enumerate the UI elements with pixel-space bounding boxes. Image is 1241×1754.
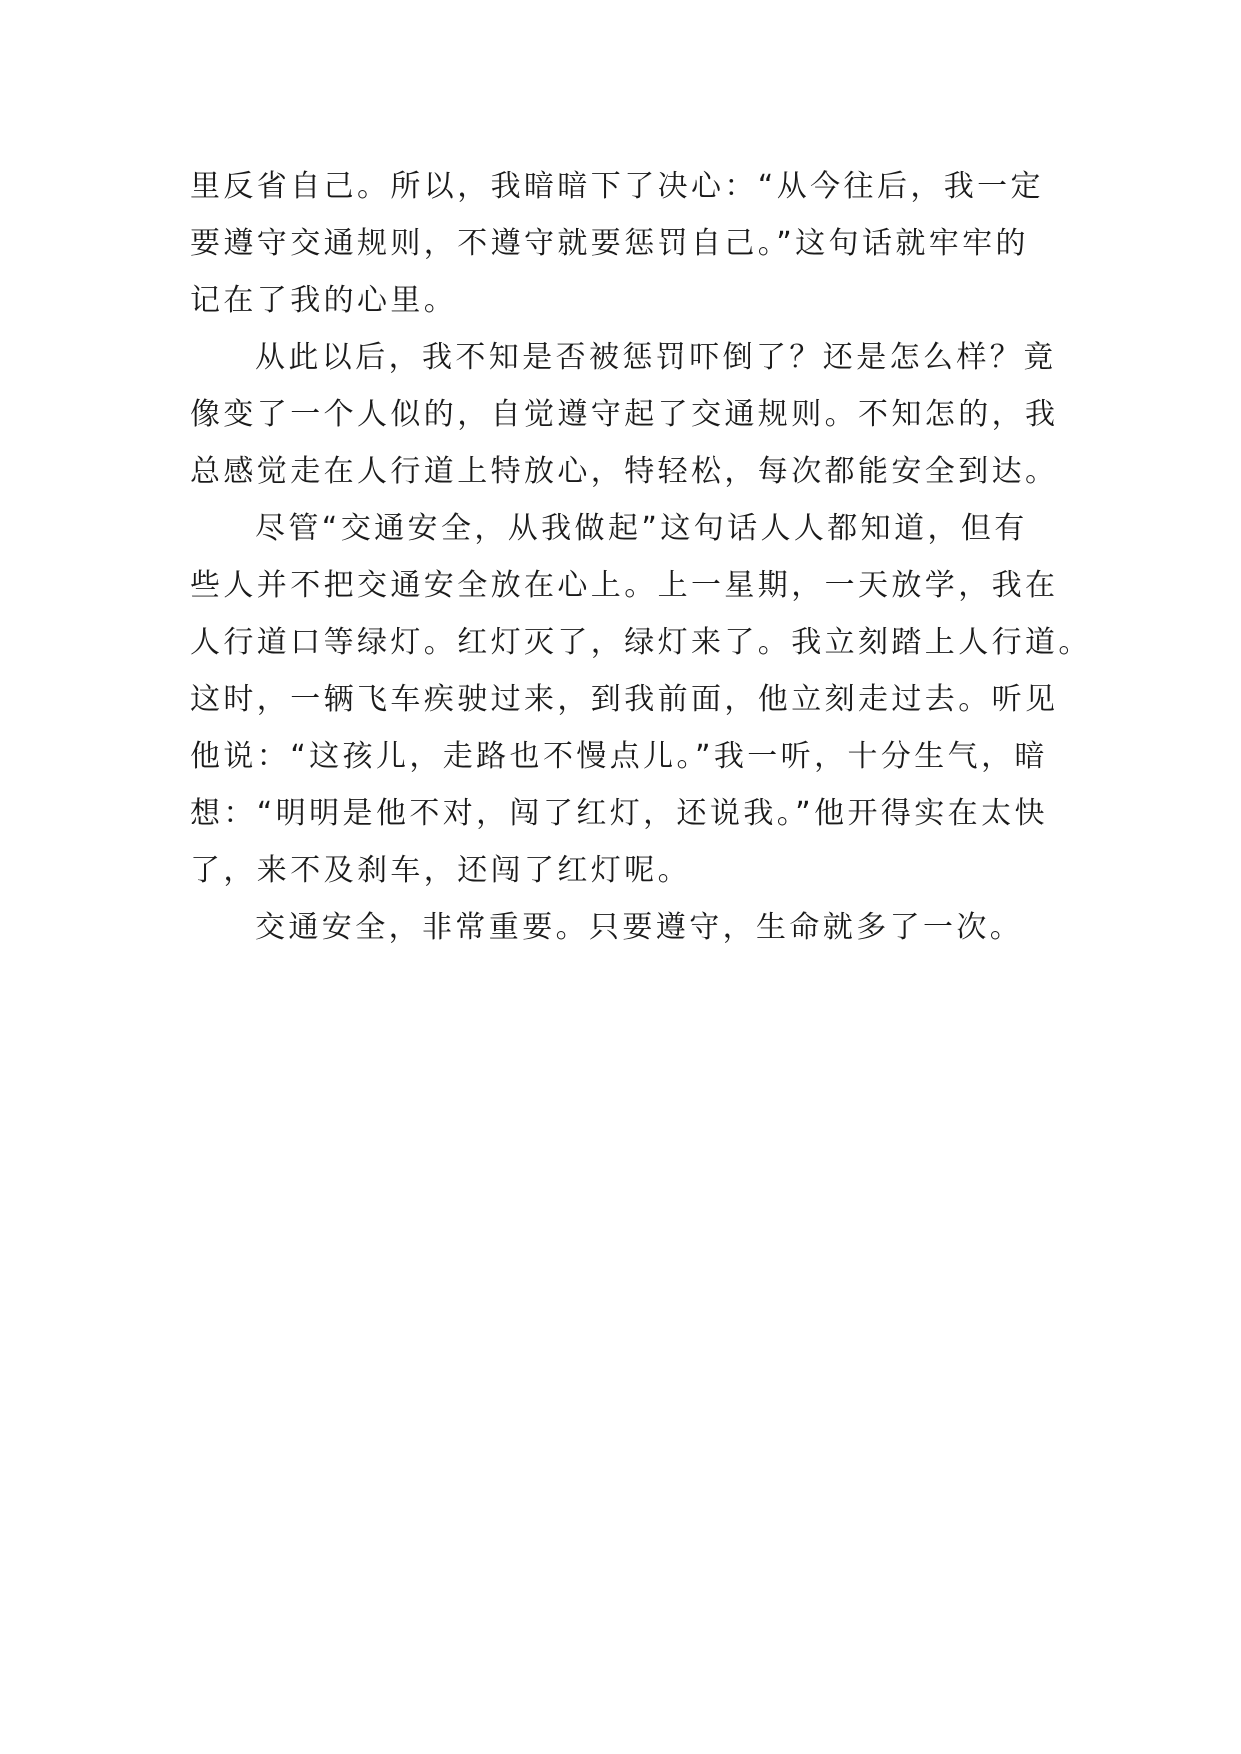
- paragraph-3-line-4: 这时，一辆飞车疾驶过来，到我前面，他立刻走过去。听见: [190, 682, 1059, 717]
- paragraph-2-line-2: 像变了一个人似的，自觉遵守起了交通规则。不知怎的，我: [190, 397, 1059, 432]
- paragraph-3-line-1: 尽管“交通安全，从我做起”这句话人人都知道，但有: [255, 511, 1028, 546]
- paragraph-1-line-1: 里反省自己。所以，我暗暗下了决心：“从今往后，我一定: [190, 169, 1044, 204]
- paragraph-1-line-2: 要遵守交通规则，不遵守就要惩罚自己。”这句话就牢牢的: [190, 226, 1029, 261]
- paragraph-3-line-7: 了，来不及刹车，还闯了红灯呢。: [190, 853, 691, 888]
- paragraph-4-line-1: 交通安全，非常重要。只要遵守，生命就多了一次。: [255, 910, 1024, 945]
- paragraph-2-line-3: 总感觉走在人行道上特放心，特轻松，每次都能安全到达。: [190, 454, 1059, 489]
- paragraph-1-line-3: 记在了我的心里。: [190, 283, 458, 318]
- paragraph-2-line-1: 从此以后，我不知是否被惩罚吓倒了？还是怎么样？竟: [255, 340, 1057, 375]
- paragraph-3-line-2: 些人并不把交通安全放在心上。上一星期，一天放学，我在: [190, 568, 1059, 603]
- paragraph-3-line-5: 他说：“这孩儿，走路也不慢点儿。”我一听，十分生气，暗: [190, 739, 1048, 774]
- body-text: [190, 158, 1092, 956]
- paragraph-3-line-3: 人行道口等绿灯。红灯灭了，绿灯来了。我立刻踏上人行道。: [190, 625, 1092, 660]
- paragraph-3-line-6: 想：“明明是他不对，闯了红灯，还说我。”他开得实在太快: [190, 796, 1048, 831]
